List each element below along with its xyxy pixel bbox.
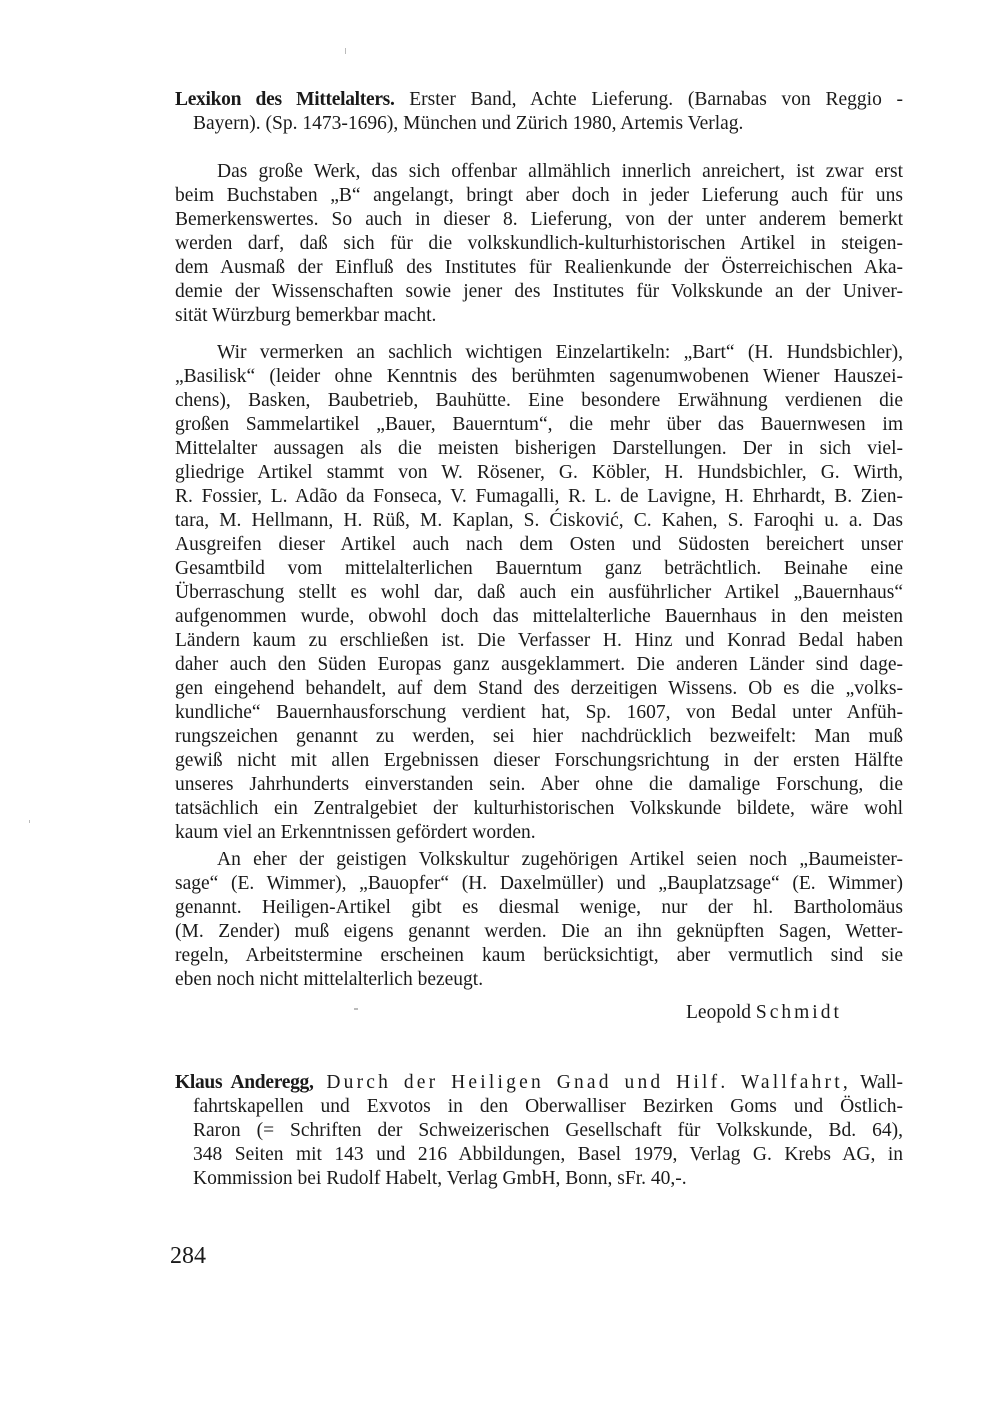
reviewer-signature bbox=[686, 1001, 842, 1025]
text-line: tara, M. Hellmann, H. Rüß, M. Kaplan, S. Ćisković, C. Kahen, S. Faroqhi u. a. Das bbox=[175, 510, 903, 531]
text-line: Mittelalter aussagen als die meisten bisherigen Darstellungen. Der in sich viel- bbox=[175, 438, 903, 459]
reviewer-first-name: Leopold bbox=[686, 1002, 751, 1023]
scan-artifact bbox=[345, 48, 346, 54]
text-line: Überraschung stellt es wohl dar, daß auch ein ausführlicher Artikel „Bauernhaus“ bbox=[175, 582, 903, 603]
text-line: sität Würzburg bemerkbar macht. bbox=[175, 305, 437, 326]
text-line: kaum viel an Erkenntnissen gefördert worden. bbox=[175, 822, 536, 843]
text-line: regeln, Arbeitstermine erscheinen kaum berücksichtigt, aber vermutlich sind sie bbox=[175, 945, 903, 966]
text-line: Gesamtbild vom mittelalterlichen Bauerntum ganz beträchtlich. Beinahe eine bbox=[175, 558, 903, 579]
text-line: sage“ (E. Wimmer), „Bauopfer“ (H. Daxelmüller) und „Bauplatzsage“ (E. Wimmer) bbox=[175, 873, 903, 894]
citation-line: Klaus Anderegg, Durch der Heiligen Gnad und Hilf. Wallfahrt, Wall- bbox=[175, 1072, 903, 1093]
text-line: tatsächlich ein Zentralgebiet der kulturhistorischen Volkskunde bildete, wäre wohl bbox=[175, 798, 903, 819]
text-line: dem Ausmaß der Einfluß des Institutes für Realienkunde der Österreichischen Aka- bbox=[175, 257, 903, 278]
citation-line: Raron (= Schriften der Schweizerischen Gesellschaft für Volkskunde, Bd. 64), bbox=[193, 1120, 903, 1141]
text-line: Ausgreifen dieser Artikel auch nach dem Osten und Südosten bereichert unser bbox=[175, 534, 903, 555]
text-line: demie der Wissenschaften sowie jener des Institutes für Volkskunde an der Univer- bbox=[175, 281, 903, 302]
citation-line: Bayern). (Sp. 1473-1696), München und Zürich 1980, Artemis Verlag. bbox=[193, 113, 744, 134]
citation-line: Lexikon des Mittelalters. Erster Band, Achte Lieferung. (Barnabas von Reggio - bbox=[175, 89, 904, 110]
page-number: 284 bbox=[170, 1243, 206, 1269]
text-line: gliedrige Artikel stammt von W. Rösener, G. Köbler, H. Hundsbichler, G. Wirth, bbox=[175, 462, 903, 483]
text-line: Ländern kaum zu erschließen ist. Die Verfasser H. Hinz und Konrad Bedal haben bbox=[175, 630, 903, 651]
text-line: „Basilisk“ (leider ohne Kenntnis des berühmten sagenumwobenen Wiener Hauszei- bbox=[175, 366, 903, 387]
text-line: Das große Werk, das sich offenbar allmählich innerlich anreichert, ist zwar erst bbox=[217, 161, 903, 182]
text-line: unseres Jahrhunderts einverstanden sein. Aber ohne die damalige Forschung, die bbox=[175, 774, 903, 795]
text-line: aufgenommen wurde, obwohl doch das mittelalterliche Bauernhaus in den meisten bbox=[175, 606, 903, 627]
text-line: großen Sammelartikel „Bauer, Bauerntum“, die mehr über das Bauernwesen im bbox=[175, 414, 903, 435]
text-line: Wir vermerken an sachlich wichtigen Einzelartikeln: „Bart“ (H. Hundsbichler), bbox=[217, 342, 903, 363]
scan-artifact bbox=[354, 1008, 358, 1010]
scan-artifact bbox=[29, 820, 30, 823]
text-line: R. Fossier, L. Adão da Fonseca, V. Fumagalli, R. L. de Lavigne, H. Ehrhardt, B. Zien- bbox=[175, 486, 903, 507]
text-line: kundliche“ Bauernhausforschung verdient hat, Sp. 1607, von Bedal unter Anfüh- bbox=[175, 702, 903, 723]
citation-line: 348 Seiten mit 143 und 216 Abbildungen, Basel 1979, Verlag G. Krebs AG, in bbox=[193, 1144, 903, 1165]
text-line: daher auch den Süden Europas ganz ausgeklammert. Die anderen Länder sind dage- bbox=[175, 654, 903, 675]
work-title: Lexikon des Mittelalters. bbox=[175, 89, 395, 110]
review1-paragraph-3 bbox=[175, 848, 903, 992]
review1-paragraph-2 bbox=[175, 341, 903, 845]
text-line: Bemerkenswertes. So auch in dieser 8. Lieferung, von der unter anderem bemerkt bbox=[175, 209, 903, 230]
text-line: gen eingehend behandelt, auf dem Stand des derzeitigen Wissens. Ob es die „volks- bbox=[175, 678, 903, 699]
text-line: beim Buchstaben „B“ angelangt, bringt aber doch in jeder Lieferung auch für uns bbox=[175, 185, 903, 206]
review2-citation bbox=[175, 1071, 903, 1191]
book-title: Durch der Heiligen Gnad und Hilf. Wallfahrt, bbox=[313, 1072, 851, 1093]
reviewer-last-name: Schmidt bbox=[755, 1002, 842, 1023]
text-line: werden darf, daß sich für die volkskundlich-kulturhistorischen Artikel in steigen- bbox=[175, 233, 903, 254]
citation-line: Kommission bei Rudolf Habelt, Verlag GmbH, Bonn, sFr. 40,-. bbox=[193, 1168, 687, 1189]
text-line: eben noch nicht mittelalterlich bezeugt. bbox=[175, 969, 484, 990]
text-line: rungszeichen genannt zu werden, sei hier nachdrücklich bezweifelt: Man muß bbox=[175, 726, 903, 747]
text-line: (M. Zender) muß eigens genannt werden. Die an ihn geknüpften Sagen, Wetter- bbox=[175, 921, 903, 942]
review1-citation bbox=[175, 88, 903, 136]
author-name: Klaus Anderegg, bbox=[175, 1072, 314, 1093]
text-line: chens), Basken, Baubetrieb, Bauhütte. Eine besondere Erwähnung verdienen die bbox=[175, 390, 903, 411]
text-line: gewiß nicht mit allen Ergebnissen dieser Forschungsrichtung in der ersten Hälfte bbox=[175, 750, 903, 771]
text-line: An eher der geistigen Volkskultur zugehörigen Artikel seien noch „Baumeister- bbox=[217, 849, 903, 870]
text-line: genannt. Heiligen-Artikel gibt es diesmal wenige, nur der hl. Bartholomäus bbox=[175, 897, 903, 918]
citation-line: fahrtskapellen und Exvotos in den Oberwalliser Bezirken Goms und Östlich- bbox=[193, 1096, 903, 1117]
review1-paragraph-1 bbox=[175, 160, 903, 328]
